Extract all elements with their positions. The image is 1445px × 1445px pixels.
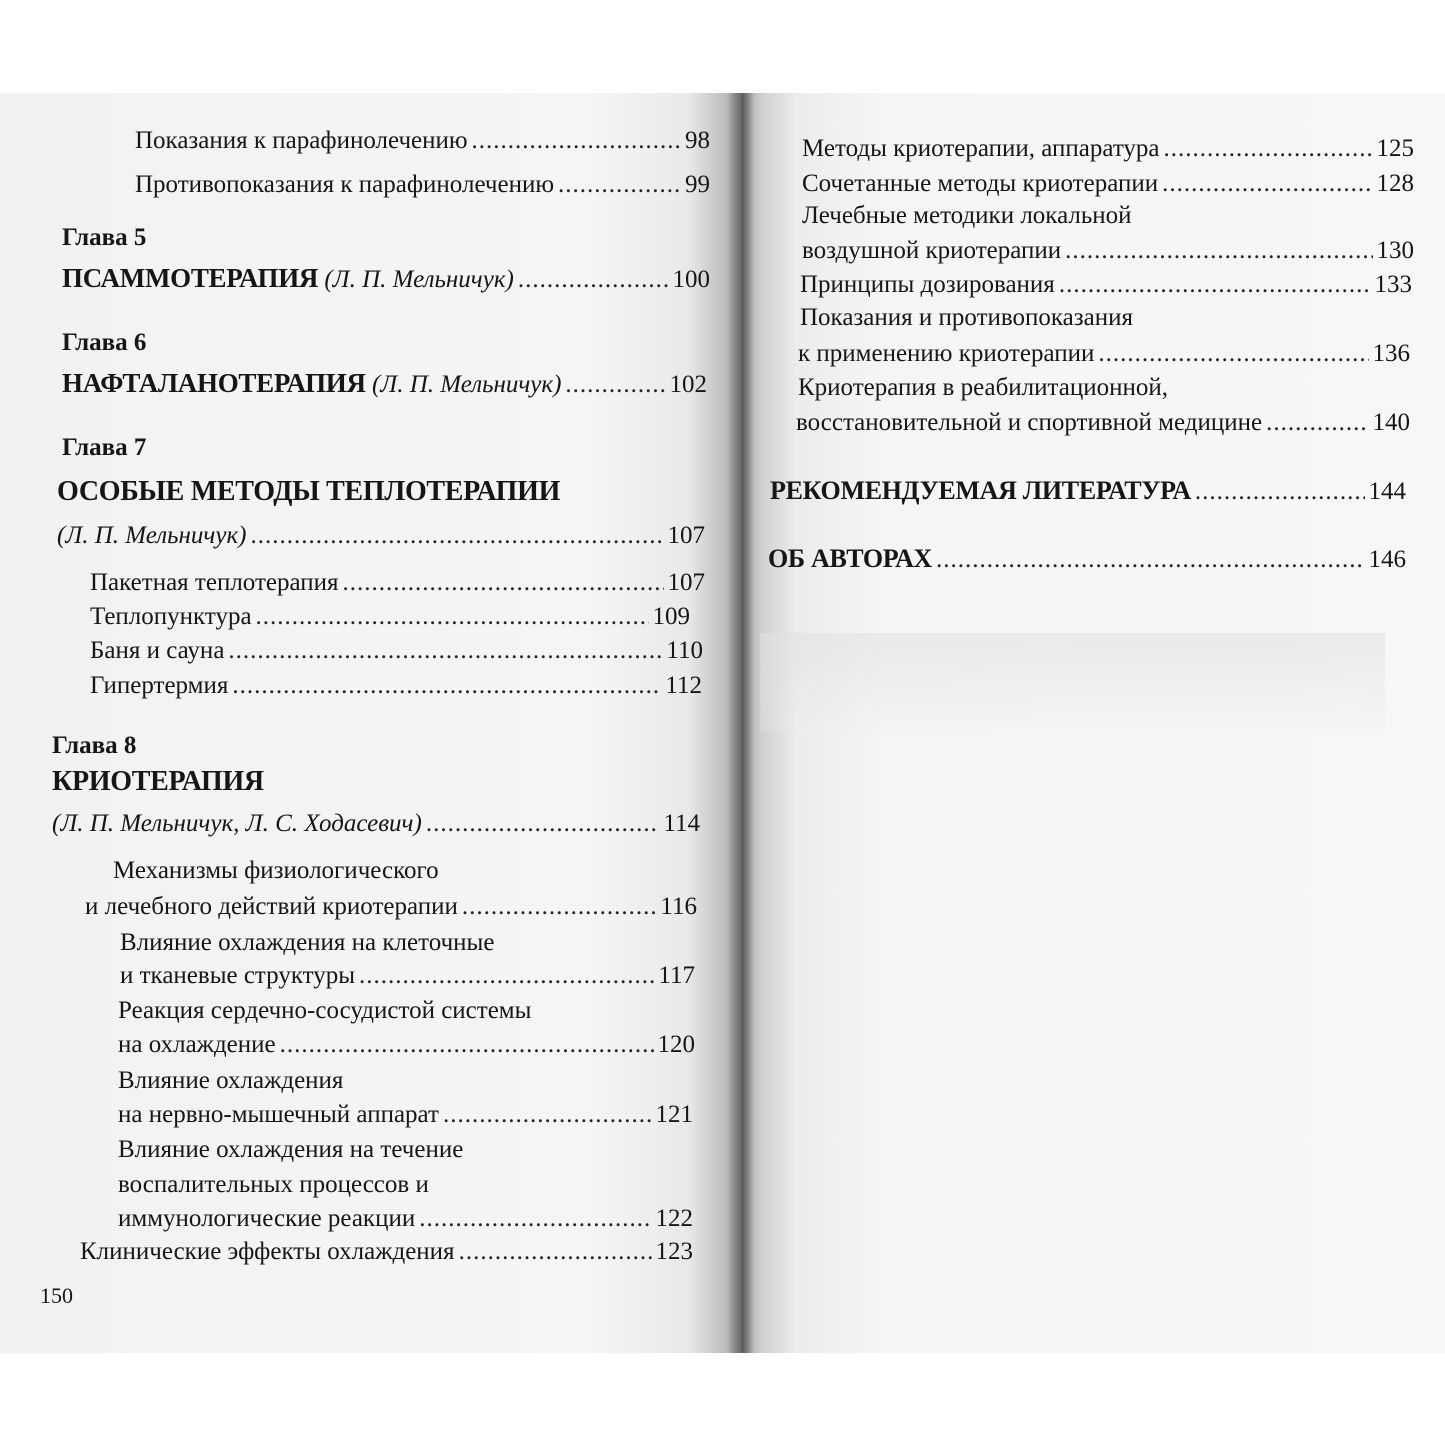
leader-dots: [518, 265, 669, 295]
toc-entry-literature: [770, 476, 1406, 507]
toc-entry-text: на нервно-мышечный аппарат: [118, 1101, 439, 1128]
leader-dots: [1195, 477, 1365, 507]
toc-entry-page: 110: [666, 637, 703, 664]
chapter-6-label: Глава 6: [62, 329, 147, 356]
chapter-5-title: ПСАММОТЕРАПИЯ: [62, 263, 319, 293]
toc-entry-page: 122: [655, 1205, 693, 1232]
toc-entry-page: 121: [655, 1101, 693, 1128]
chapter-8-authors-line: [52, 809, 700, 839]
leader-dots: [936, 545, 1364, 575]
chapter-heading-text: [62, 368, 561, 400]
chapter-8-authors: (Л. П. Мельничук, Л. С. Ходасевич): [52, 810, 422, 837]
toc-entry-page: 112: [665, 672, 702, 699]
leader-dots: [1059, 270, 1371, 300]
chapter-8-title: КРИОТЕРАПИЯ: [52, 766, 264, 797]
toc-entry-paraffin-contraindications: [135, 170, 710, 200]
toc-entry-text: Принципы дозирования: [800, 271, 1055, 298]
toc-entry-page: 133: [1374, 271, 1412, 298]
toc-entry-text: РЕКОМЕНДУЕМАЯ ЛИТЕРАТУРА: [770, 476, 1191, 505]
toc-entry-text: Пакетная теплотерапия: [90, 569, 339, 596]
left-page: [0, 93, 740, 1353]
chapter-7-authors: (Л. П. Мельничук): [57, 522, 247, 549]
toc-entry-page: 136: [1372, 340, 1410, 367]
toc-entry-text: на охлаждение: [118, 1031, 276, 1058]
toc-entry-inflammation-line2: воспалительных процессов и: [118, 1171, 429, 1198]
leader-dots: [228, 636, 662, 666]
leader-dots: [1065, 236, 1372, 266]
toc-entry-page: 123: [655, 1238, 693, 1265]
toc-entry-text: Теплопунктура: [90, 603, 252, 630]
toc-entry-text: и тканевые структуры: [120, 962, 356, 989]
toc-entry-text: Гипертермия: [90, 672, 229, 699]
leader-dots: [558, 170, 681, 200]
leader-dots: [565, 370, 665, 400]
toc-entry-text: воздушной криотерапии: [802, 237, 1062, 264]
toc-entry-hyperthermia: [90, 671, 702, 701]
toc-entry-inflammation-line1: Влияние охлаждения на течение: [118, 1136, 464, 1163]
leader-dots: [459, 1237, 652, 1267]
toc-entry-paraffin-indications: [135, 126, 710, 156]
chapter-6-title: НАФТАЛАНОТЕРАПИЯ: [62, 368, 366, 398]
toc-entry-page: 146: [1368, 546, 1406, 573]
toc-entry-page: 144: [1368, 478, 1406, 505]
toc-entry-page: 128: [1376, 170, 1414, 197]
toc-entry-about-authors: [768, 544, 1406, 575]
toc-entry-mechanisms-line1: Механизмы физиологического: [113, 857, 439, 884]
toc-entry-rehab: [796, 408, 1410, 438]
toc-entry-cardio: [118, 1030, 695, 1060]
toc-entry-page: 120: [657, 1031, 695, 1058]
right-page: [740, 93, 1445, 1353]
leader-dots: [1164, 134, 1373, 164]
chapter-6-authors: (Л. П. Мельничук): [371, 371, 562, 398]
toc-entry-inflammation: [118, 1204, 693, 1234]
toc-entry-text: Противопоказания к парафинолечению: [135, 171, 555, 198]
toc-entry-dosing: [800, 270, 1412, 300]
toc-entry-thermopuncture: [90, 602, 690, 632]
toc-entry-mechanisms: [85, 892, 697, 922]
chapter-7-title: ОСОБЫЕ МЕТОДЫ ТЕПЛОТЕРАПИИ: [57, 476, 561, 507]
toc-entry-rehab-line1: Криотерапия в реабилитационной,: [798, 374, 1168, 401]
toc-entry-text: иммунологические реакции: [118, 1205, 416, 1232]
book-spread: [0, 93, 1445, 1353]
toc-entry-page: 98: [685, 127, 710, 154]
toc-entry-text: к применению криотерапии: [798, 340, 1095, 367]
toc-entry-page: 107: [667, 569, 705, 596]
leader-dots: [1266, 408, 1368, 438]
toc-entry-combined-methods: [802, 169, 1414, 199]
toc-entry-bath-sauna: [90, 636, 703, 666]
toc-entry-text: Методы криотерапии, аппаратура: [802, 135, 1160, 162]
toc-entry-text: Клинические эффекты охлаждения: [80, 1238, 455, 1265]
leader-dots: [1098, 339, 1368, 369]
toc-entry-text: ОБ АВТОРАХ: [768, 544, 933, 573]
toc-entry-local-line1: Лечебные методики локальной: [802, 202, 1132, 229]
book-gutter-shadow: [728, 93, 754, 1353]
toc-entry-neuro-line1: Влияние охлаждения: [118, 1067, 344, 1094]
chapter-7-page: 107: [667, 522, 705, 549]
toc-entry-indications: [798, 339, 1410, 369]
toc-entry-local-air-cryo: [802, 236, 1414, 266]
toc-entry-neuro: [118, 1100, 693, 1130]
leader-dots: [462, 892, 657, 922]
leader-dots: [472, 126, 681, 156]
chapter-7-label: Глава 7: [62, 434, 147, 461]
chapter-8-label: Глава 8: [52, 732, 137, 759]
chapter-8-page: 114: [663, 810, 700, 837]
toc-entry-text: Показания к парафинолечению: [135, 127, 468, 154]
toc-entry-cells-line1: Влияние охлаждения на клеточные: [120, 929, 495, 956]
leader-dots: [1162, 169, 1372, 199]
toc-entry-text: Сочетанные методы криотерапии: [802, 170, 1159, 197]
toc-entry-packet-thermotherapy: [90, 568, 705, 598]
toc-entry-cryo-methods: [802, 134, 1414, 164]
toc-entry-cardio-line1: Реакция сердечно-сосудистой системы: [118, 997, 532, 1024]
toc-entry-page: 140: [1372, 409, 1410, 436]
toc-entry-page: 125: [1376, 135, 1414, 162]
toc-entry-page: 109: [652, 603, 690, 630]
chapter-6-page: 102: [669, 371, 707, 398]
leader-dots: [250, 521, 663, 551]
chapter-5-heading: [62, 263, 710, 295]
chapter-5-authors: (Л. П. Мельничук): [324, 266, 514, 293]
leader-dots: [359, 961, 654, 991]
chapter-7-authors-line: [57, 521, 705, 551]
leader-dots: [232, 671, 661, 701]
toc-entry-text: Баня и сауна: [90, 637, 225, 664]
leader-dots: [343, 568, 664, 598]
toc-entry-cells: [120, 961, 695, 991]
toc-entry-page: 130: [1376, 237, 1414, 264]
toc-entry-text: восстановительной и спортивной медицине: [796, 409, 1263, 436]
toc-entry-page: 117: [658, 962, 695, 989]
toc-entry-page: 116: [660, 893, 697, 920]
leader-dots: [256, 602, 649, 632]
leader-dots: [280, 1030, 654, 1060]
bleed-through-shade: [760, 633, 1385, 733]
page-number: 150: [40, 1283, 73, 1308]
leader-dots: [426, 809, 660, 839]
toc-entry-clinical-effects: [80, 1237, 693, 1267]
toc-entry-text: и лечебного действий криотерапии: [85, 893, 458, 920]
chapter-heading-text: [62, 263, 514, 295]
chapter-5-page: 100: [672, 266, 710, 293]
chapter-6-heading: [62, 368, 707, 400]
leader-dots: [443, 1100, 652, 1130]
toc-entry-indications-line1: Показания и противопоказания: [800, 304, 1133, 331]
toc-entry-page: 99: [685, 171, 710, 198]
chapter-5-label: Глава 5: [62, 224, 147, 251]
leader-dots: [419, 1204, 651, 1234]
